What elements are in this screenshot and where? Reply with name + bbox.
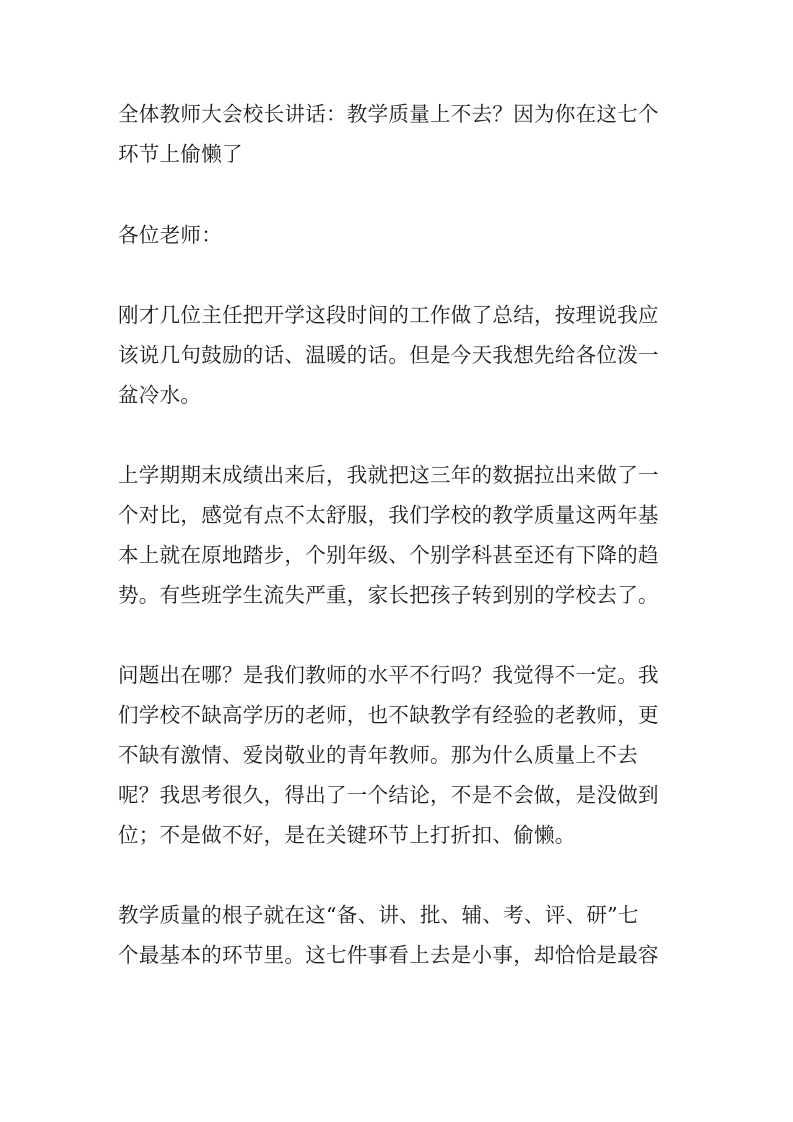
paragraph-3-line-3: 不缺有激情、爱岗敬业的青年教师。那为什么质量上不去	[118, 743, 638, 767]
paragraph-2-line-3: 本上就在原地踏步，个别年级、个别学科甚至还有下降的趋	[118, 543, 659, 567]
paragraph-2-line-1: 上学期期末成绩出来后，我就把这三年的数据拉出来做了一	[118, 463, 659, 487]
paragraph-3-line-2: 们学校不缺高学历的老师，也不缺教学有经验的老教师，更	[118, 703, 659, 727]
paragraph-4-line-2: 个最基本的环节里。这七件事看上去是小事，却恰恰是最容	[118, 943, 659, 967]
paragraph-3-line-5: 位；不是做不好，是在关键环节上打折扣、偷懒。	[118, 823, 576, 847]
paragraph-3-line-4: 呢？我思考很久，得出了一个结论，不是不会做，是没做到	[118, 783, 659, 807]
paragraph-1-line-3: 盆冷水。	[118, 383, 202, 407]
paragraph-4-line-1: 教学质量的根子就在这“备、讲、批、辅、考、评、研”七	[118, 903, 639, 927]
document-title-line-1: 全体教师大会校长讲话：教学质量上不去？因为你在这七个	[118, 102, 659, 126]
document-title-line-2: 环节上偷懒了	[118, 142, 243, 166]
paragraph-3-line-1: 问题出在哪？是我们教师的水平不行吗？我觉得不一定。我	[118, 663, 659, 687]
paragraph-2-line-2: 个对比，感觉有点不太舒服，我们学校的教学质量这两年基	[118, 503, 659, 527]
paragraph-1-line-2: 该说几句鼓励的话、温暖的话。但是今天我想先给各位泼一	[118, 343, 659, 367]
paragraph-1-line-1: 刚才几位主任把开学这段时间的工作做了总结，按理说我应	[118, 303, 659, 327]
paragraph-2-line-4: 势。有些班学生流失严重，家长把孩子转到别的学校去了。	[118, 583, 659, 607]
salutation: 各位老师：	[118, 223, 222, 247]
